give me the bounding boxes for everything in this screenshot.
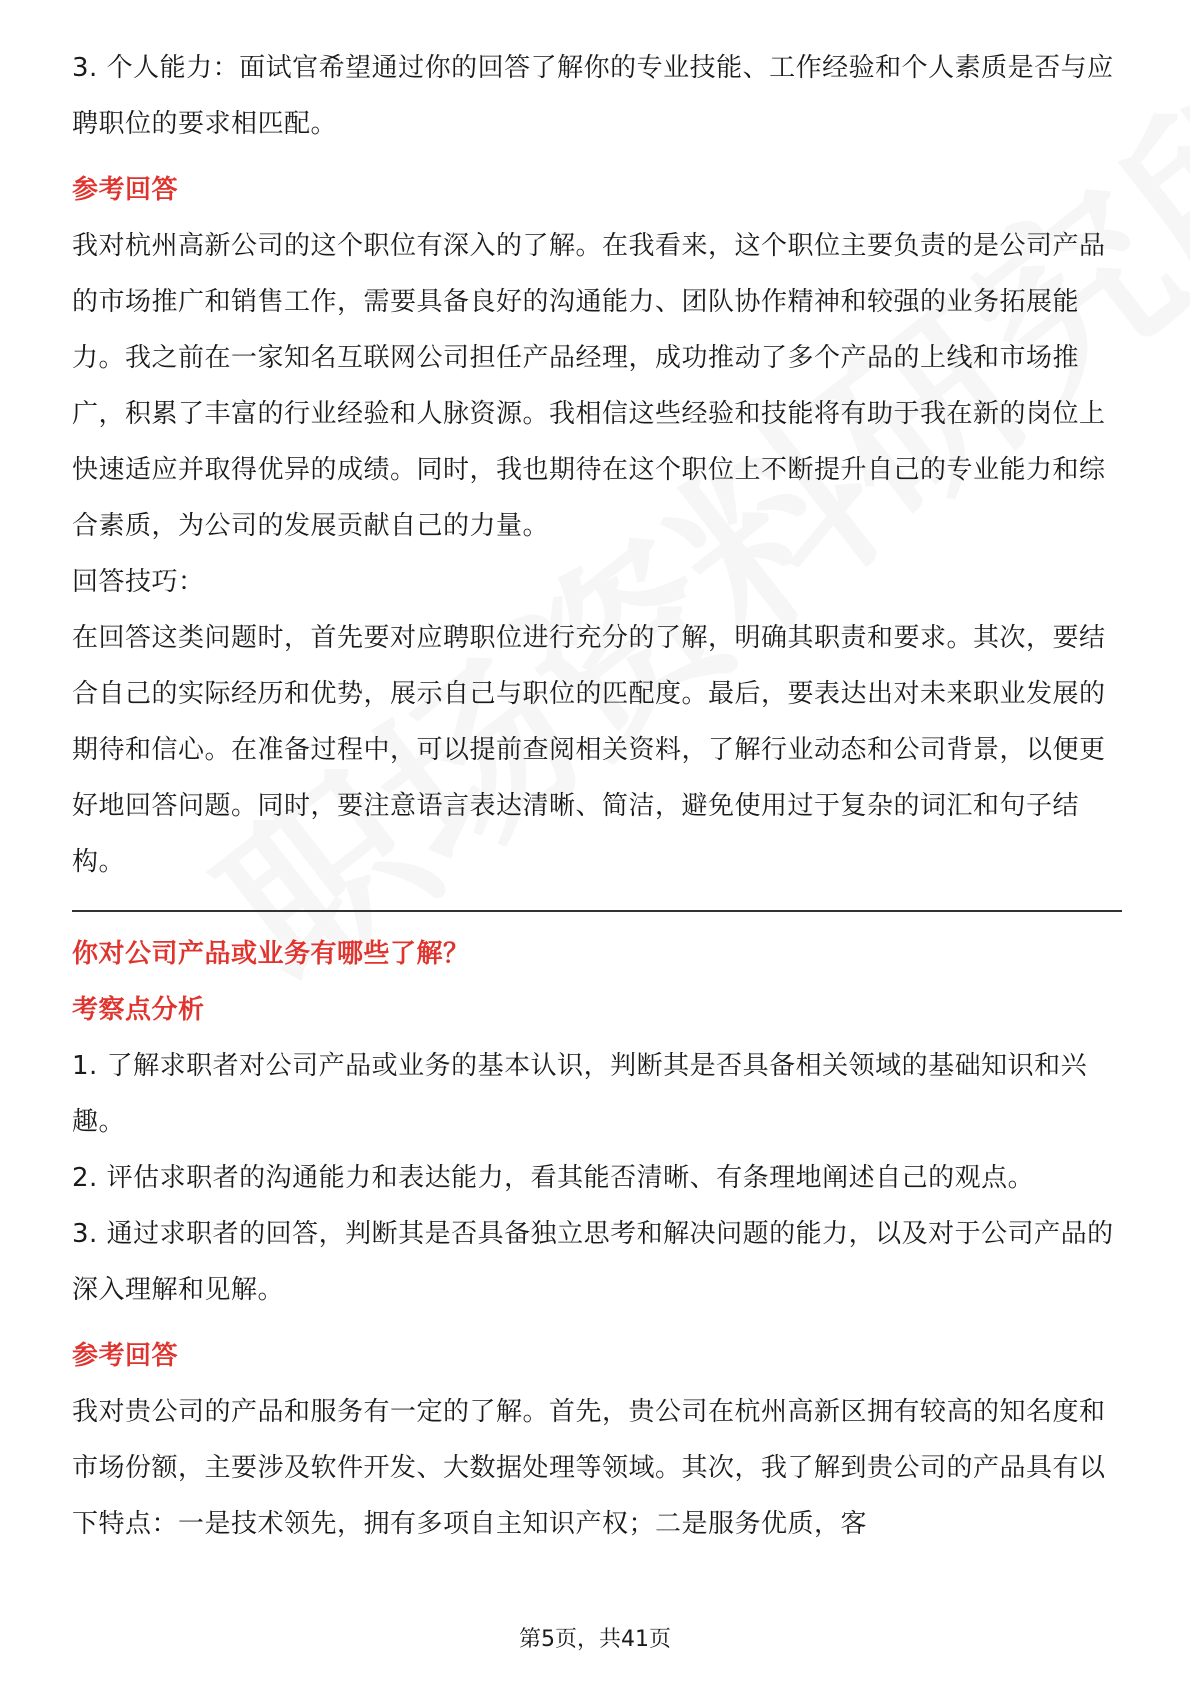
analysis-point-2: 2. 评估求职者的沟通能力和表达能力，看其能否清晰、有条理地阐述自己的观点。 bbox=[72, 1163, 1035, 1193]
reference-answer-text: 我对杭州高新公司的这个职位有深入的了解。在我看来，这个职位主要负责的是公司产品的市场推广和销售工作，需要具备良好的沟通能力、团队协作精神和较强的业务拓展能力。我之前在一家知名互联网公司担任产品经理，成功推动了多个产品的上线和市场推广，积累了丰富的行业经验和人脉资源。我相信这些经验和技能将有助于我在新的岗位上快速适应并取得优异的成绩。同时，我也期待在这个职位上不断提升自己的专业能力和综合素质，为公司的发展贡献自己的力量。 bbox=[72, 231, 1106, 541]
section-divider bbox=[72, 910, 1122, 912]
point-3-personal-ability: 3. 个人能力：面试官希望通过你的回答了解你的专业技能、工作经验和个人素质是否与应聘职位的要求相匹配。 bbox=[72, 53, 1114, 139]
analysis-point-3: 3. 通过求职者的回答，判断其是否具备独立思考和解决问题的能力，以及对于公司产品的深入理解和见解。 bbox=[72, 1219, 1114, 1305]
reference-answer-text-2: 我对贵公司的产品和服务有一定的了解。首先，贵公司在杭州高新区拥有较高的知名度和市场份额，主要涉及软件开发、大数据处理等领域。其次，我了解到贵公司的产品具有以下特点：一是技术领先，拥有多项自主知识产权；二是服务优质，客 bbox=[72, 1397, 1106, 1539]
reference-answer-heading-2: 参考回答 bbox=[72, 1341, 179, 1371]
document-page bbox=[72, 40, 1122, 1552]
answer-tips-text: 在回答这类问题时，首先要对应聘职位进行充分的了解，明确其职责和要求。其次，要结合自己的实际经历和优势，展示自己与职位的匹配度。最后，要表达出对未来职业发展的期待和信心。在准备过程中，可以提前查阅相关资料，了解行业动态和公司背景，以便更好地回答问题。同时，要注意语言表达清晰、简洁，避免使用过于复杂的词汇和句子结构。 bbox=[72, 623, 1106, 877]
analysis-heading: 考察点分析 bbox=[72, 995, 205, 1025]
reference-answer-heading: 参考回答 bbox=[72, 175, 179, 205]
analysis-point-1: 1. 了解求职者对公司产品或业务的基本认识，判断其是否具备相关领域的基础知识和兴趣。 bbox=[72, 1051, 1088, 1137]
page-number: 第5页，共41页 bbox=[519, 1627, 671, 1652]
answer-tips-label: 回答技巧： bbox=[72, 567, 205, 597]
question-title: 你对公司产品或业务有哪些了解？ bbox=[72, 939, 470, 969]
